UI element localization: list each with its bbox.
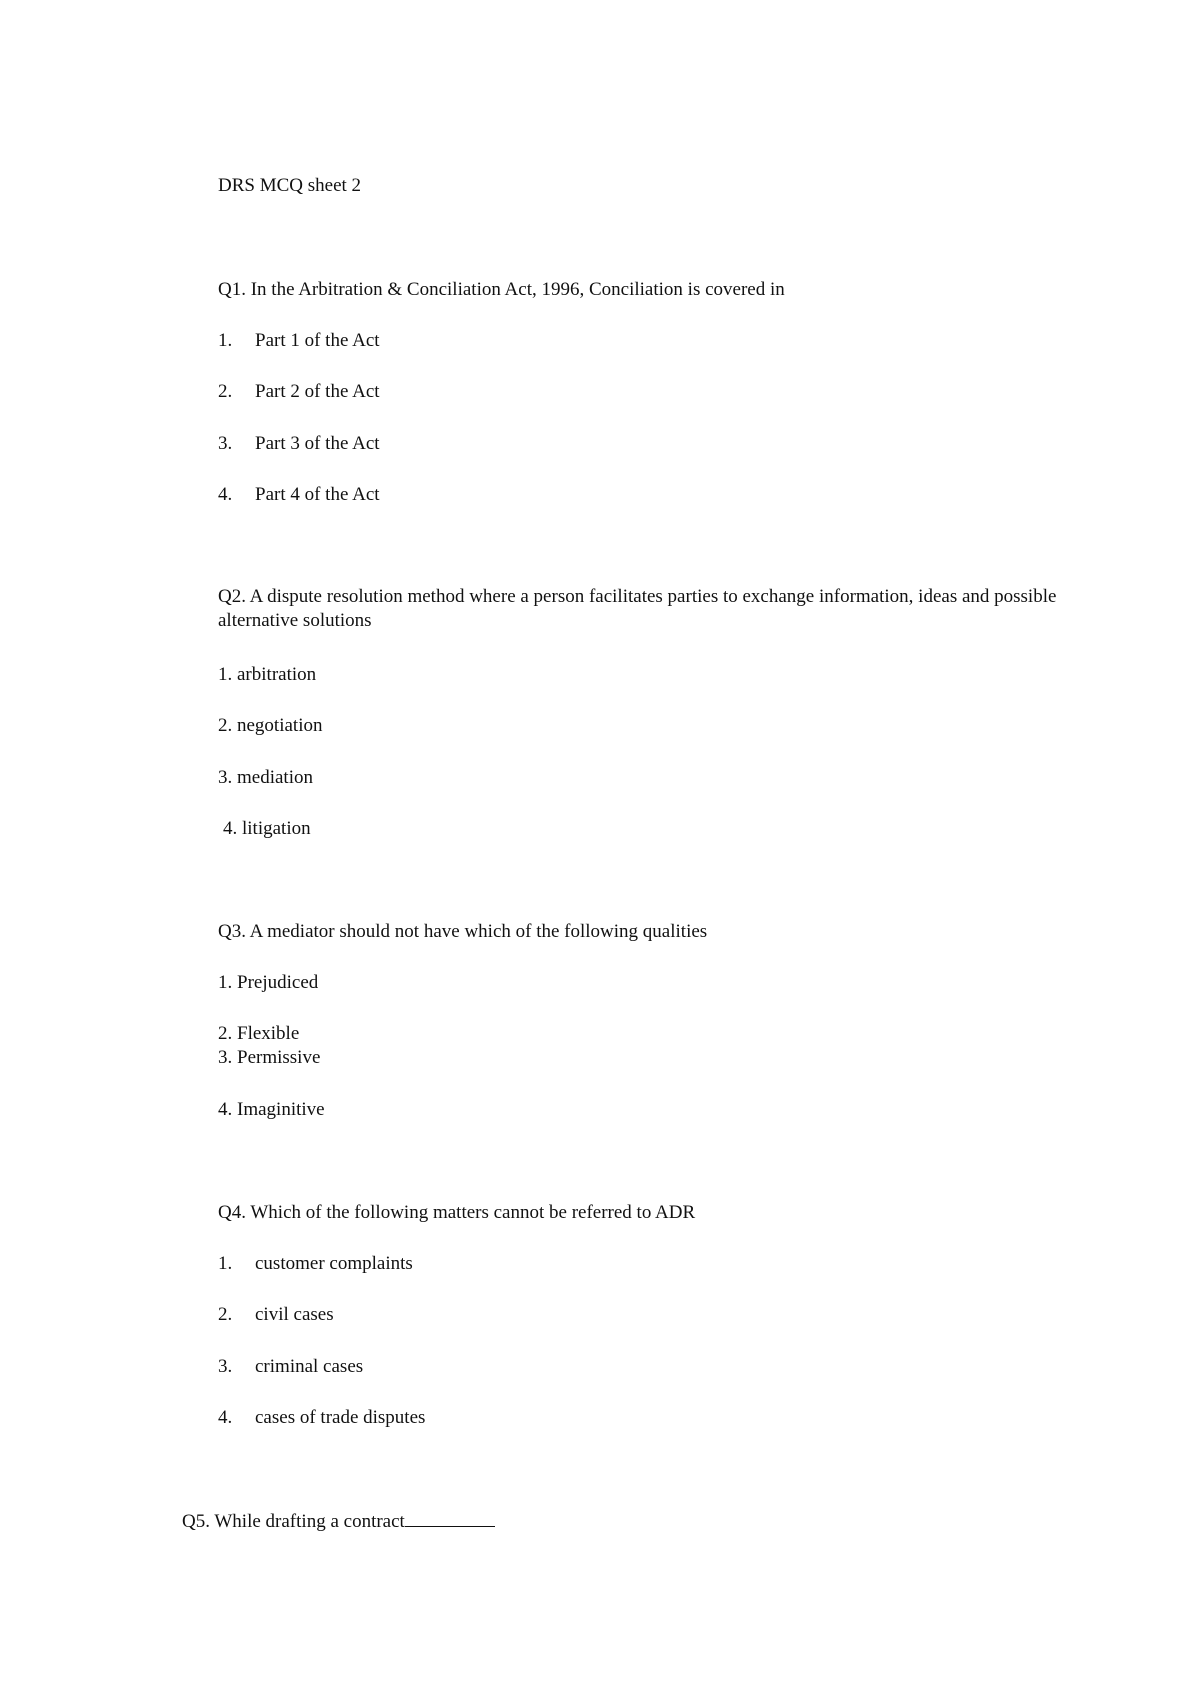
- q1-option-4-number: 4.: [218, 484, 233, 505]
- q4-option-4: cases of trade disputes: [255, 1407, 426, 1428]
- q1-option-2: Part 2 of the Act: [255, 381, 380, 402]
- q1-option-2-number: 2.: [218, 381, 233, 402]
- page-title: DRS MCQ sheet 2: [218, 175, 362, 196]
- q2-option-3: 3. mediation: [218, 767, 313, 788]
- q1-option-1: Part 1 of the Act: [255, 330, 380, 351]
- q2-option-4: 4. litigation: [223, 818, 311, 839]
- question-5: [182, 1510, 495, 1531]
- q3-option-2: 2. Flexible: [218, 1023, 300, 1044]
- answer-blank: [405, 1510, 495, 1527]
- q4-option-1: customer complaints: [255, 1253, 413, 1274]
- question-4: Q4. Which of the following matters cannot be referred to ADR: [218, 1202, 696, 1223]
- q4-option-1-number: 1.: [218, 1253, 233, 1274]
- q4-option-3-number: 3.: [218, 1356, 233, 1377]
- question-1: Q1. In the Arbitration & Conciliation Act, 1996, Conciliation is covered in: [218, 279, 785, 300]
- q1-option-3-number: 3.: [218, 433, 233, 454]
- q4-option-2-number: 2.: [218, 1304, 233, 1325]
- q2-option-1: 1. arbitration: [218, 664, 317, 685]
- question-5-text: Q5. While drafting a contract: [182, 1511, 405, 1532]
- q3-option-3: 3. Permissive: [218, 1047, 321, 1068]
- question-3: Q3. A mediator should not have which of the following qualities: [218, 921, 708, 942]
- q2-option-2: 2. negotiation: [218, 715, 323, 736]
- q4-option-3: criminal cases: [255, 1356, 364, 1377]
- q4-option-4-number: 4.: [218, 1407, 233, 1428]
- q3-option-1: 1. Prejudiced: [218, 972, 319, 993]
- q3-option-4: 4. Imaginitive: [218, 1099, 325, 1120]
- question-2: Q2. A dispute resolution method where a person facilitates parties to exchange information, ideas and possible alternative solutions: [218, 586, 1057, 631]
- q1-option-3: Part 3 of the Act: [255, 433, 380, 454]
- q1-option-4: Part 4 of the Act: [255, 484, 380, 505]
- q4-option-2: civil cases: [255, 1304, 334, 1325]
- q1-option-1-number: 1.: [218, 330, 233, 351]
